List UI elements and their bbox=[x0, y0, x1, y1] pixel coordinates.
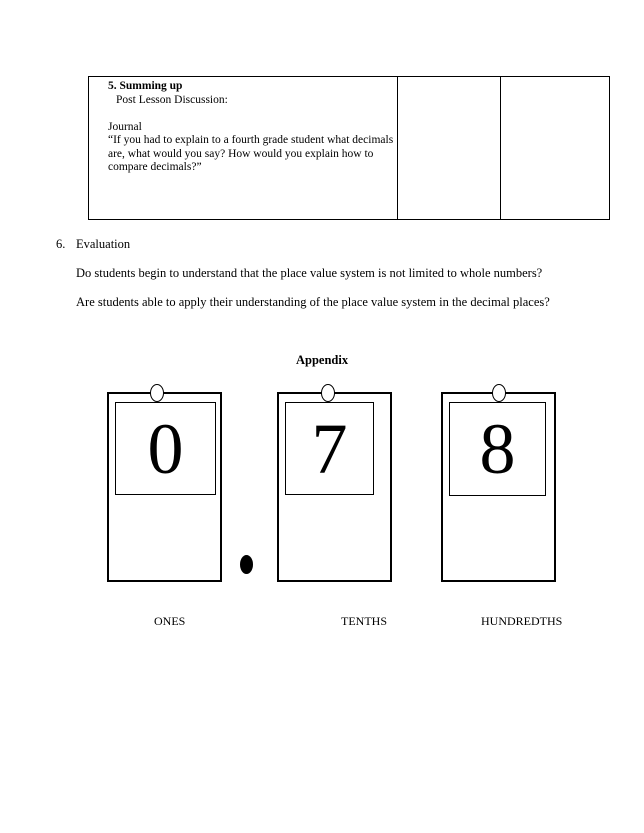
lesson-table bbox=[88, 76, 610, 220]
decimal-point-dot bbox=[240, 555, 253, 574]
summing-up-heading: 5. Summing up bbox=[108, 80, 183, 92]
evaluation-title: Evaluation bbox=[76, 237, 131, 251]
journal-prompt-line: “If you had to explain to a fourth grade student what decimals bbox=[108, 134, 394, 146]
table-column-divider bbox=[500, 77, 501, 219]
digit-card-face: 7 bbox=[285, 402, 374, 495]
evaluation-number: 6. bbox=[56, 237, 66, 251]
place-value-card-hundredths bbox=[441, 392, 556, 582]
card-ring-icon bbox=[321, 384, 335, 402]
place-value-card-tenths bbox=[277, 392, 392, 582]
journal-prompt-line: are, what would you say? How would you explain how to bbox=[108, 147, 374, 160]
place-value-card-ones bbox=[107, 392, 222, 582]
card-ring-icon bbox=[150, 384, 164, 402]
place-label-ones: ONES bbox=[154, 614, 186, 628]
digit-card-face: 8 bbox=[449, 402, 546, 496]
summing-up-cell bbox=[108, 80, 398, 175]
journal-label: Journal bbox=[108, 120, 142, 133]
post-lesson-discussion: Post Lesson Discussion: bbox=[116, 93, 228, 106]
evaluation-question: Do students begin to understand that the place value system is not limited to whole numbers? bbox=[76, 266, 543, 280]
card-ring-icon bbox=[492, 384, 506, 402]
place-label-tenths: TENTHS bbox=[341, 614, 387, 628]
digit-card-face: 0 bbox=[115, 402, 216, 495]
appendix-title: Appendix bbox=[296, 353, 349, 367]
journal-prompt-line: compare decimals?” bbox=[108, 161, 202, 173]
evaluation-question: Are students able to apply their understanding of the place value system in the decimal places? bbox=[76, 295, 550, 309]
place-label-hundredths: HUNDREDTHS bbox=[481, 614, 563, 628]
